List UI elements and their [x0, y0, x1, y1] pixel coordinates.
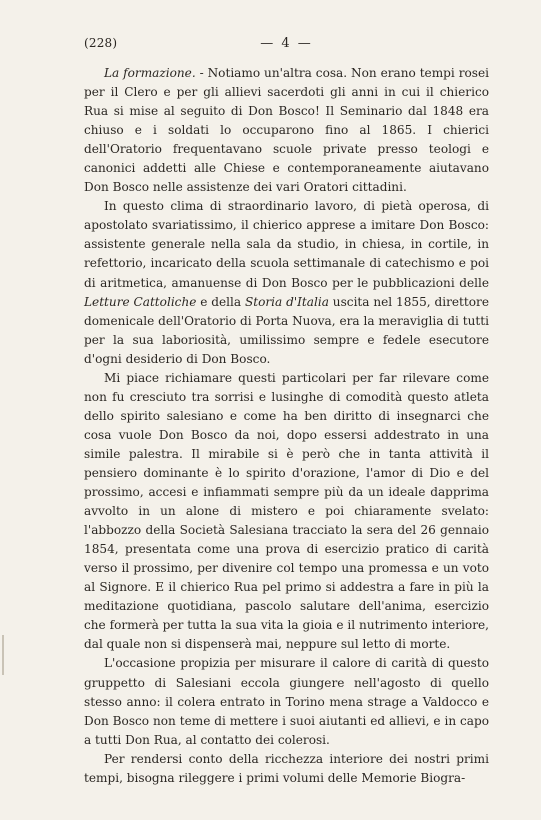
paragraph-text: In questo clima di straordinario lavoro, di pietà operosa, di apostolato svariatissimo, il chierico apprese a imitare Don Bosco: assistente generale nella sala da studio, in chiesa, in cortile, in refettorio, incaricato della scuola settimanale di catechismo e poi di aritmetica, amanuense di Don Bosco per le pubblicazioni delle — [84, 199, 489, 290]
page-number: — 4 — — [260, 36, 313, 51]
paragraph — [84, 197, 489, 368]
page-reference: (228) — [84, 36, 118, 50]
paragraph-text: L'occasione propizia per misurare il calore di carità di questo gruppetto di Salesiani eccola giungere nell'agosto di quello stesso anno: il colera entrato in Torino mena strage a Valdocco e Don Bosco non teme di mettere i suoi aiutanti ed allievi, e in capo a tutti Don Rua, al contatto dei colerosi. — [84, 656, 489, 747]
paragraph-text: uscita nel 1855, direttore domenicale dell'Oratorio di Porta Nuova, era la meraviglia di tutti per la sua laboriosità, umilissimo sempre e fedele esecutore d'ogni desiderio di Don Bosco. — [84, 294, 489, 366]
scan-edge-mark — [2, 635, 4, 675]
publication-title: Storia d'Italia — [244, 294, 329, 309]
publication-title: Letture Cattoliche — [84, 294, 197, 309]
paragraph — [84, 369, 489, 655]
section-heading: La formazione. — [104, 66, 196, 80]
paragraph — [84, 64, 489, 197]
paragraph-text: Per rendersi conto della ricchezza interiore dei nostri primi tempi, bisogna rileggere i primi volumi delle Memorie Biogra- — [84, 751, 489, 785]
paragraph-text: - Notiamo un'altra cosa. Non erano tempi rosei per il Clero e per gli allievi sacerdoti gli anni in cui il chierico Rua si mise al seguito di Don Bosco! Il Seminario dal 1848 era chiuso e i soldati lo occuparono fino al 1865. I chierici dell'Oratorio frequentavano scuole private presso teologi e canonici addetti alle Chiese e contemporaneamente aiutavano Don Bosco nelle assistenze dei vari Oratori cittadini. — [84, 66, 489, 195]
paragraph — [84, 654, 489, 749]
body-text — [84, 64, 489, 788]
paragraph-text: Mi piace richiamare questi particolari per far rilevare come non fu cresciuto tra sorrisi e lusinghe di comodità questo atleta dello spirito salesiano e come ha ben diritto di insegnarci che cosa vuole Don Bosco da noi, dopo essersi addestrato in una simile palestra. Il mirabile si è però che in tanta attività il pensiero dominante è lo spirito d'orazione, l'amor di Dio e del prossimo, accesi e infiammati sempre più da un ideale dapprima avvolto in un alone di mistero e poi chiaramente svelato: l'abbozzo della Società Salesiana tracciato la sera del 26 gennaio 1854, presentata come una prova di esercizio pratico di carità verso il prossimo, per divenire col tempo una promessa e un voto al Signore. E il chierico Rua pel primo si addestra a fare in più la meditazione quotidiana, pascolo salutare dell'anima, esercizio che formerà per tutta la sua vita la gioia e il nutrimento interiore, dal quale non si dispenserà mai, neppure sul letto di morte. — [84, 370, 489, 652]
page-header — [84, 36, 489, 54]
paragraph — [84, 750, 489, 788]
paragraph-text: e della — [196, 294, 245, 309]
